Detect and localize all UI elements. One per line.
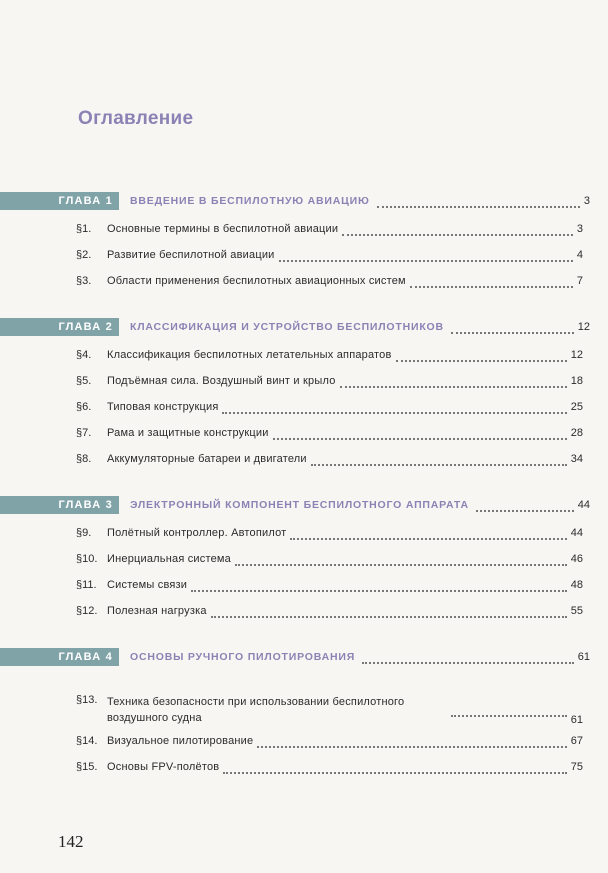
section-page: 44 [570,527,583,539]
dot-leader [257,735,566,748]
dot-leader [410,275,573,288]
section-number: §1. [76,223,92,235]
chapter-bar [0,318,119,336]
section-title: Полезная нагрузка [107,605,207,617]
chapter-bar [0,496,119,514]
dot-leader [191,579,567,592]
dot-leader [273,427,567,440]
section-number: §5. [76,375,92,387]
toc-entry[interactable] [0,221,608,237]
section-page: 55 [570,605,583,617]
dot-leader [222,401,566,414]
section-number: §9. [76,527,92,539]
section-title: Типовая конструкция [107,401,219,413]
toc-entry[interactable] [0,247,608,263]
section-title: Инерциальная система [107,553,231,565]
section-number: §11. [76,579,97,591]
chapter-2 [0,318,608,465]
toc-entry[interactable] [0,451,608,467]
section-title: Аккумуляторные батареи и двигатели [107,453,307,465]
chapter-label: ГЛАВА 4 [58,651,113,663]
dot-leader [290,527,566,540]
chapter-heading[interactable] [0,648,608,666]
toc-entry[interactable] [0,759,608,775]
chapter-heading[interactable] [0,192,608,210]
section-page: 46 [570,553,583,565]
dot-leader [223,761,566,774]
page-title: Оглавление [78,108,194,129]
section-page: 67 [570,735,583,747]
dot-leader [377,195,580,208]
toc-entry[interactable] [0,577,608,593]
section-page: 28 [570,427,583,439]
section-title: Техника безопасности при использовании беспилотного воздушного судна [107,696,405,724]
section-page: 48 [570,579,583,591]
section-title: Классификация беспилотных летательных аппаратов [107,349,392,361]
chapter-title: ВВЕДЕНИЕ В БЕСПИЛОТНУЮ АВИАЦИЮ [130,195,370,207]
dot-leader [476,499,574,512]
chapter-label: ГЛАВА 3 [58,499,113,511]
section-title: Подъёмная сила. Воздушный винт и крыло [107,375,336,387]
section-page: 61 [570,714,583,726]
section-page: 75 [570,761,583,773]
section-number: §7. [76,427,92,439]
chapter-1 [0,192,608,287]
section-number: §10. [76,553,98,565]
section-title: Визуальное пилотирование [107,735,254,747]
toc-entry[interactable] [0,525,608,541]
dot-leader [340,375,567,388]
section-page: 18 [570,375,583,387]
chapter-page: 3 [583,195,590,207]
section-title: Системы связи [107,579,188,591]
chapter-page: 61 [577,651,590,663]
section-number: §15. [76,761,98,773]
toc-entry[interactable] [0,425,608,441]
chapter-title: ОСНОВЫ РУЧНОГО ПИЛОТИРОВАНИЯ [130,651,356,663]
dot-leader [311,453,567,466]
section-page: 12 [570,349,583,361]
dot-leader [211,605,567,618]
chapter-title: ЭЛЕКТРОННЫЙ КОМПОНЕНТ БЕСПИЛОТНОГО АППАРАТА [130,499,469,511]
section-number: §6. [76,401,92,413]
section-number: §13. [76,694,98,706]
toc-entry[interactable] [0,399,608,415]
dot-leader [396,349,567,362]
section-title: Рама и защитные конструкции [107,427,269,439]
chapter-heading[interactable] [0,318,608,336]
toc-entry[interactable] [0,273,608,289]
chapter-bar [0,192,119,210]
toc-entry[interactable] [0,373,608,389]
toc-entry[interactable] [0,603,608,619]
section-title: Области применения беспилотных авиационных систем [107,275,406,287]
toc-entry[interactable] [0,694,608,726]
section-title: Развитие беспилотной авиации [107,249,275,261]
chapter-label: ГЛАВА 2 [58,321,113,333]
chapter-page: 44 [577,499,590,511]
dot-leader [451,704,567,717]
section-title: Основные термины в беспилотной авиации [107,223,339,235]
chapter-3 [0,496,608,617]
section-number: §3. [76,275,92,287]
chapter-heading[interactable] [0,496,608,514]
chapter-page: 12 [577,321,590,333]
toc-entry[interactable] [0,733,608,749]
section-title: Полётный контроллер. Автопилот [107,527,287,539]
chapter-title: КЛАССИФИКАЦИЯ И УСТРОЙСТВО БЕСПИЛОТНИКОВ [130,321,444,333]
section-page: 25 [570,401,583,413]
section-page: 4 [576,249,583,261]
dot-leader [362,651,574,664]
page-number: 142 [58,832,84,851]
chapter-4 [0,648,608,773]
section-number: §8. [76,453,92,465]
toc-entry[interactable] [0,551,608,567]
section-number: §2. [76,249,92,261]
section-number: §12. [76,605,98,617]
dot-leader [342,223,573,236]
section-title: Основы FPV-полётов [107,761,220,773]
dot-leader [279,249,573,262]
section-page: 3 [576,223,583,235]
dot-leader [235,553,567,566]
dot-leader [451,321,574,334]
chapter-label: ГЛАВА 1 [58,195,113,207]
section-page: 34 [570,453,583,465]
section-number: §4. [76,349,92,361]
section-page: 7 [576,275,583,287]
chapter-bar [0,648,119,666]
toc-entry[interactable] [0,347,608,363]
section-number: §14. [76,735,98,747]
